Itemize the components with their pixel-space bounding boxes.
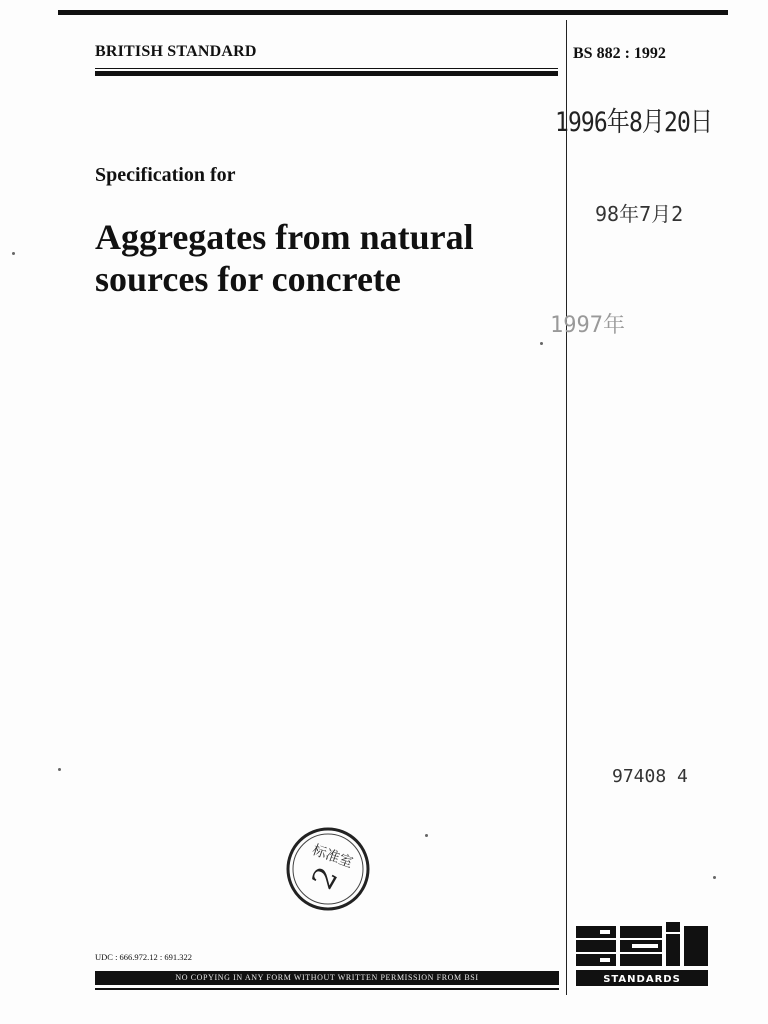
- svg-text:2: 2: [305, 861, 346, 896]
- standard-number: BS 882 : 1992: [573, 45, 666, 62]
- title-prefix: Specification for: [95, 164, 236, 186]
- footer-rule: [95, 988, 559, 990]
- scan-speck: [713, 876, 716, 879]
- seal-stamp: [285, 826, 371, 912]
- bsi-logo: [574, 920, 710, 988]
- accession-number-stamp: 98年7月2: [595, 202, 684, 226]
- bsi-caption: STANDARDS: [603, 974, 681, 985]
- header-rule-thin: [95, 68, 558, 69]
- standard-label: BRITISH STANDARD: [95, 43, 257, 60]
- document-title: Aggregates from natural sources for concrete: [95, 217, 474, 299]
- scan-speck: [425, 834, 428, 837]
- scan-speck: [12, 252, 15, 255]
- date-received-stamp: 1996年8月20日: [555, 107, 713, 138]
- copyright-notice: NO COPYING IN ANY FORM WITHOUT WRITTEN PERMISSION FROM BSI: [95, 971, 559, 985]
- udc-classification: UDC : 666.972.12 : 691.322: [95, 952, 193, 962]
- margin-line: [566, 20, 567, 995]
- scan-speck: [58, 768, 61, 771]
- top-rule: [58, 10, 728, 15]
- svg-text:标准室: 标准室: [309, 842, 355, 872]
- faded-stamp: 1997年: [550, 313, 625, 338]
- scan-speck: [540, 342, 543, 345]
- header-rule-thick: [95, 71, 558, 76]
- catalog-number-stamp: 97408 4: [612, 766, 688, 787]
